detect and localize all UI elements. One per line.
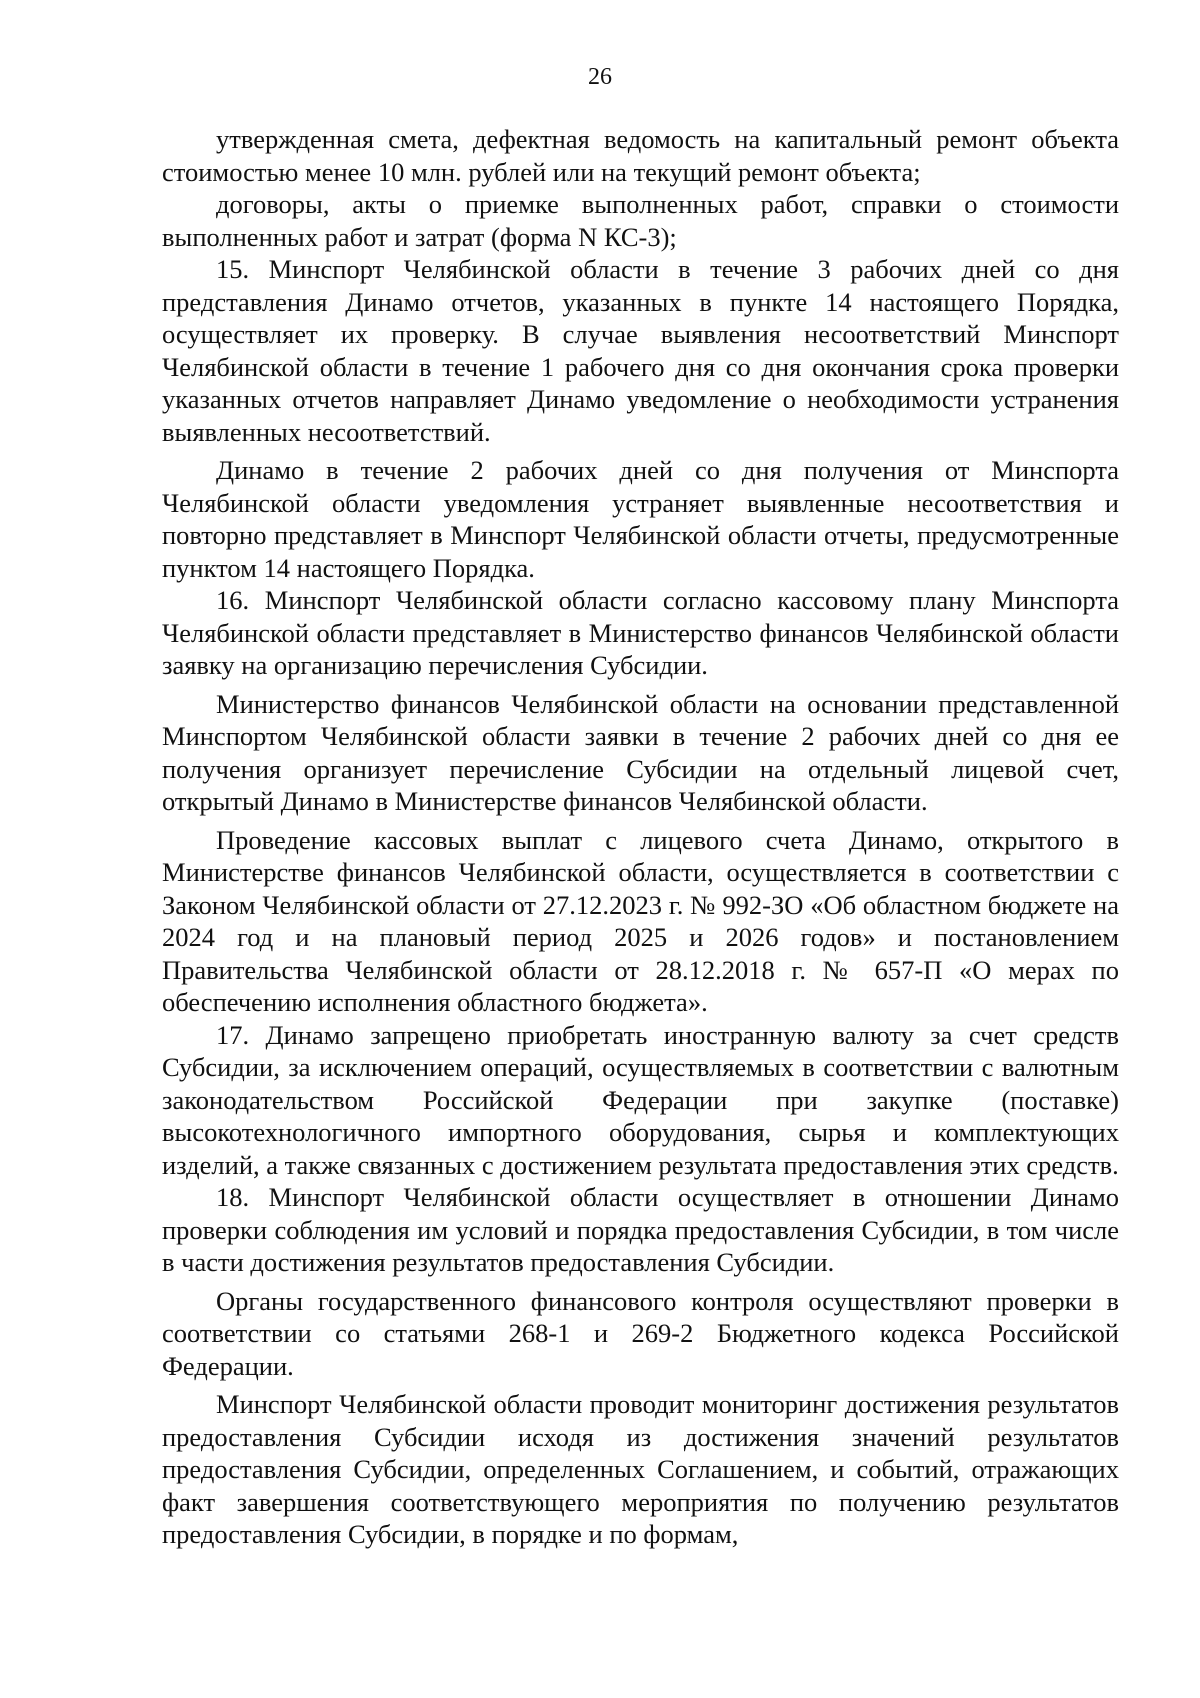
paragraph-item-18: 18. Минспорт Челябинской области осуществляет в отношении Динамо проверки соблюдения им условий и порядка предоставления Субсидии, в том числе в части достижения результатов предоставления Субсидии.	[162, 1182, 1119, 1277]
paragraph-item-17: 17. Динамо запрещено приобретать иностранную валюту за счет средств Субсидии, за исключением операций, осуществляемых в соответствии с валютным законодательством Российской Федерации при закупке (поставке) высокотехнологичного импортного оборудования, сырья и комплектующих изделий, а также связанных с достижением результата предоставления этих средств.	[162, 1019, 1119, 1180]
paragraph-monitoring: Минспорт Челябинской области проводит мониторинг достижения результатов предоставления Субсидии исходя из достижения значений результатов предоставления Субсидии, определенных Соглашением, и событий, отражающих факт завершения соответствующего мероприятия по получению результатов предоставления Субсидии, в порядке и по формам,	[162, 1389, 1119, 1549]
paragraph-cash-payments: Проведение кассовых выплат с лицевого счета Динамо, открытого в Министерстве финансов Челябинской области, осуществляется в соответствии с Законом Челябинской области от 27.12.2023 г. № 992-ЗО «Об областном бюджете на 2024 год и на плановый период 2025 и 2026 годов» и постановлением Правительства Челябинской области от 28.12.2018 г. № 657-П «О мерах по обеспечению исполнения областного бюджета».	[162, 824, 1119, 1017]
page-number: 26	[588, 64, 612, 90]
paragraph-dinamo-corrections: Динамо в течение 2 рабочих дней со дня получения от Минспорта Челябинской области уведомления устраняет выявленные несоответствия и повторно представляет в Минспорт Челябинской области отчеты, предусмотренные пунктом 14 настоящего Порядка.	[162, 455, 1119, 583]
paragraph-item-15: 15. Минспорт Челябинской области в течение 3 рабочих дней со дня представления Динамо отчетов, указанных в пункте 14 настоящего Порядка, осуществляет их проверку. В случае выявления несоответствий Минспорт Челябинской области в течение 1 рабочего дня со дня окончания срока проверки указанных отчетов направляет Динамо уведомление о необходимости устранения выявленных несоответствий.	[162, 254, 1119, 447]
paragraph-estimate: утвержденная смета, дефектная ведомость на капитальный ремонт объекта стоимостью менее 10 млн. рублей или на текущий ремонт объекта;	[162, 124, 1119, 187]
paragraph-item-16: 16. Минспорт Челябинской области согласно кассовому плану Минспорта Челябинской области представляет в Министерство финансов Челябинской области заявку на организацию перечисления Субсидии.	[162, 585, 1119, 680]
paragraph-contracts: договоры, акты о приемке выполненных работ, справки о стоимости выполненных работ и затрат (форма N КС-3);	[162, 189, 1119, 252]
paragraph-financial-control: Органы государственного финансового контроля осуществляют проверки в соответствии со статьями 268-1 и 269-2 Бюджетного кодекса Российской Федерации.	[162, 1285, 1119, 1381]
paragraph-ministry-finance: Министерство финансов Челябинской области на основании представленной Минспортом Челябинской области заявки в течение 2 рабочих дней со дня ее получения организует перечисление Субсидии на отдельный лицевой счет, открытый Динамо в Министерстве финансов Челябинской области.	[162, 688, 1119, 816]
document-body	[162, 123, 1119, 1551]
